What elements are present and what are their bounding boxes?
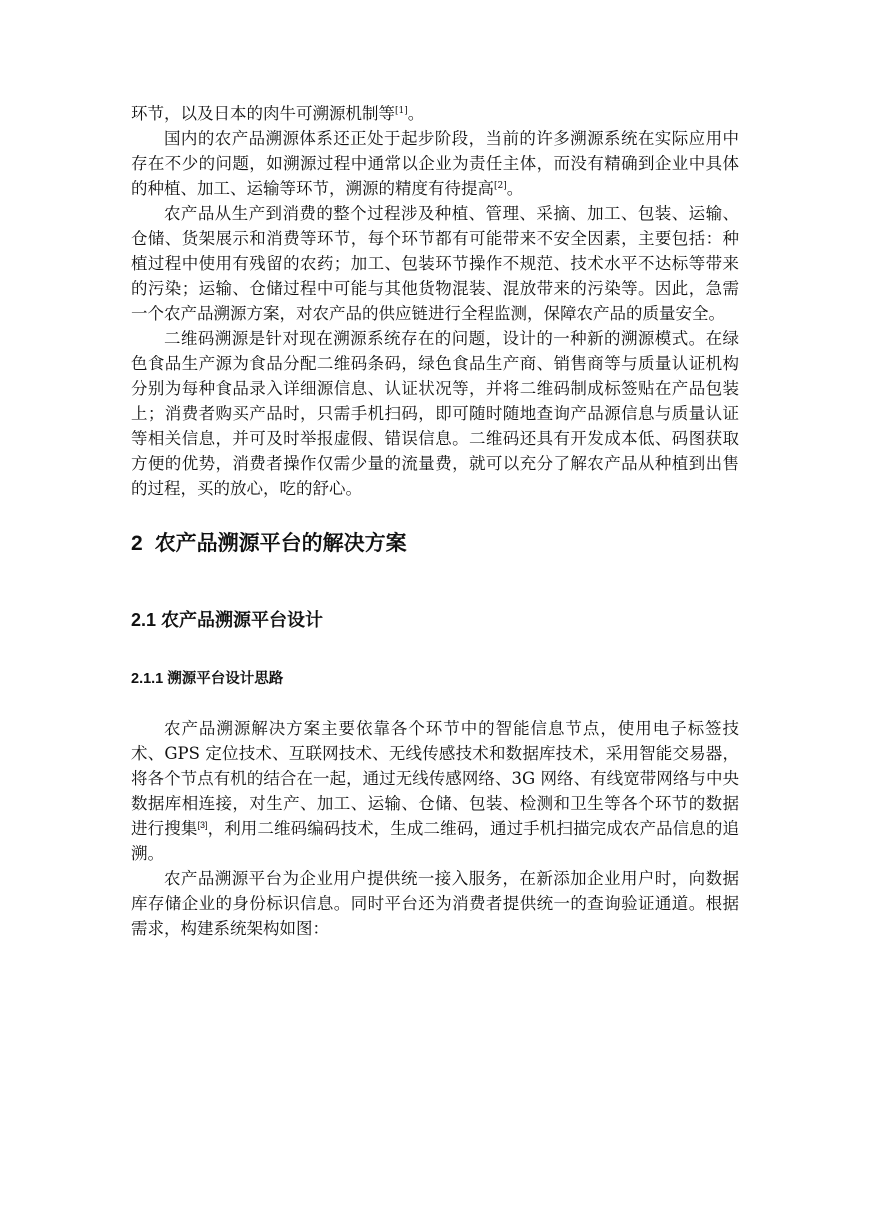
paragraph-continuation	[131, 101, 739, 126]
subsection-heading-2-1: 2.1 农产品溯源平台设计	[131, 610, 324, 630]
paragraph-production-risks: 农产品从生产到消费的整个过程涉及种植、管理、采摘、加工、包装、运输、仓储、货架展示和消费等环节，每个环节都有可能带来不安全因素，主要包括：种植过程中使用有残留的农药；加工、包装环节操作不规范、技术水平不达标等带来的污染；运输、仓储过程中可能与其他货物混装、混放带来的污染等。因此，急需一个农产品溯源方案，对农产品的供应链进行全程监测，保障农产品的质量安全。	[131, 204, 739, 323]
paragraph-domestic-traceability	[131, 126, 739, 201]
paragraph-qr-traceability: 二维码溯源是针对现在溯源系统存在的问题，设计的一种新的溯源模式。在绿色食品生产源为食品分配二维码条码，绿色食品生产商、销售商等与质量认证机构分别为每种食品录入详细源信息、认证状况等，并将二维码制成标签贴在产品包装上；消费者购买产品时，只需手机扫码，即可随时随地查询产品源信息与质量认证等相关信息，并可及时举报虚假、错误信息。二维码还具有开发成本低、码图获取方便的优势，消费者操作仅需少量的流量费，就可以充分了解农产品从种植到出售的过程，买的放心，吃的舒心。	[131, 329, 739, 498]
design-text-block	[131, 716, 739, 941]
section-heading-2	[131, 529, 407, 559]
section-title: 农产品溯源平台的解决方案	[154, 532, 407, 555]
citation-1: [1]	[395, 106, 408, 116]
paragraph-solution-overview	[131, 716, 739, 866]
paragraph-text: 农产品溯源解决方案主要依靠各个环节中的智能信息节点，使用电子标签技术、GPS 定位技术、互联网技术、无线传感技术和数据库技术，采用智能交易器，将各个节点有机的结合在一起，通过无线传感网络、3G 网络、有线宽带网络与中央数据库相连接，对生产、加工、运输、仓储、包装、检测和卫生等各个环节的数据进行搜集	[131, 719, 739, 838]
paragraph-end: 。	[407, 104, 425, 123]
citation-2: [2]	[494, 181, 507, 191]
intro-text-block	[131, 101, 739, 501]
paragraph-end: ，利用二维码编码技术，生成二维码，通过手机扫描完成农产品信息的追溯。	[131, 819, 740, 863]
subsubsection-heading-2-1-1: 2.1.1 溯源平台设计思路	[131, 671, 284, 687]
citation-3: [3]	[197, 820, 208, 830]
paragraph-text: 国内的农产品溯源体系还正处于起步阶段，当前的许多溯源系统在实际应用中存在不少的问题，如溯源过程中通常以企业为责任主体，而没有精确到企业中具体的种植、加工、运输等环节，溯源的精度有待提高	[131, 129, 739, 198]
paragraph-text: 环节，以及日本的肉牛可溯源机制等	[131, 104, 395, 123]
paragraph-end: 。	[506, 179, 524, 198]
section-number: 2	[131, 532, 143, 555]
paragraph-platform-services: 农产品溯源平台为企业用户提供统一接入服务，在新添加企业用户时，向数据库存储企业的身份标识信息。同时平台还为消费者提供统一的查询验证通道。根据需求，构建系统架构如图：	[131, 869, 739, 938]
